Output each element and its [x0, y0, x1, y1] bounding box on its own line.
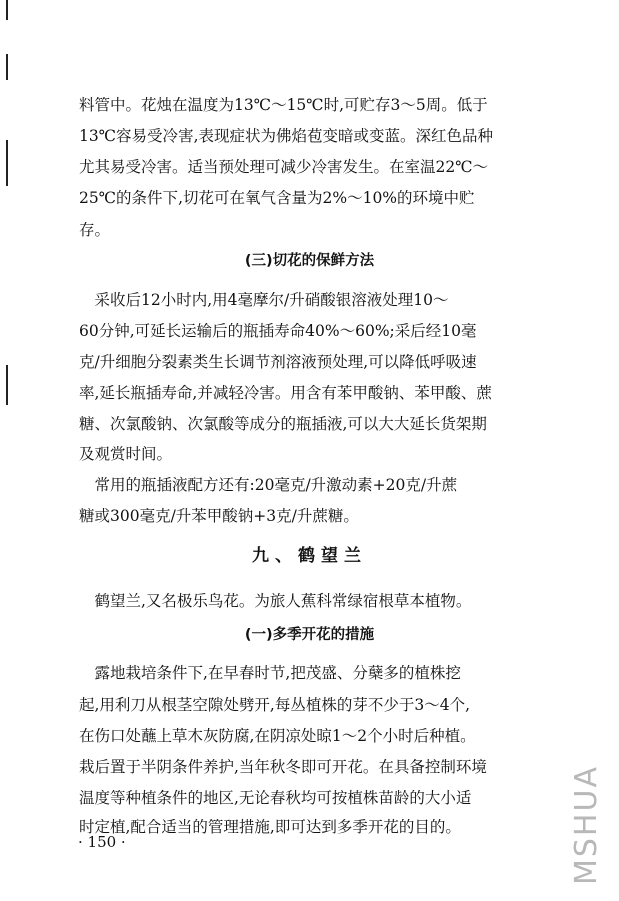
scan-edge-mark [6, 54, 8, 80]
body-text-line: 时定植,配合适当的管理措施,即可达到多季开花的目的。 [79, 818, 461, 836]
scan-edge-mark [6, 0, 8, 20]
section-title: 九、鹤望兰 [252, 546, 367, 566]
body-text-line: 露地栽培条件下,在早春时节,把茂盛、分蘖多的植株挖 [79, 664, 461, 682]
body-text-line: 糖、次氯酸钠、次氯酸等成分的瓶插液,可以大大延长货架期 [79, 415, 487, 433]
body-text-line: 存。 [79, 221, 111, 239]
body-text-line: 尤其易受冷害。适当预处理可减少冷害发生。在室温22℃～ [79, 158, 489, 176]
body-text-line: 13℃容易受冷害,表现症状为佛焰苞变暗或变蓝。深红色品种 [79, 127, 493, 145]
body-text-line: 料管中。花烛在温度为13℃～15℃时,可贮存3～5周。低于 [79, 96, 488, 114]
body-text-line: 温度等种植条件的地区,无论春秋均可按植株苗龄的大小适 [79, 789, 472, 807]
page-number: · 150 · [78, 833, 126, 851]
watermark: MSHUA [569, 765, 604, 885]
scan-edge-mark [6, 140, 8, 186]
body-text-line: 25℃的条件下,切花可在氧气含量为2%～10%的环境中贮 [79, 189, 475, 207]
subsection-heading: (三)切花的保鲜方法 [244, 253, 375, 269]
body-text-line: 及观赏时间。 [79, 445, 173, 463]
body-text-line: 60分钟,可延长运输后的瓶插寿命40%～60%;采后经10毫 [79, 322, 477, 340]
body-text-line: 栽后置于半阴条件养护,当年秋冬即可开花。在具备控制环境 [79, 758, 487, 776]
body-text-line: 采收后12小时内,用4毫摩尔/升硝酸银溶液处理10～ [79, 291, 449, 309]
body-text-line: 率,延长瓶插寿命,并减轻冷害。用含有苯甲酸钠、苯甲酸、蔗 [79, 384, 492, 402]
body-text-line: 起,用利刀从根茎空隙处劈开,每丛植株的芽不少于3～4个, [79, 696, 471, 714]
body-text-line: 克/升细胞分裂素类生长调节剂溶液预处理,可以降低呼吸速 [79, 353, 477, 371]
body-text-line: 鹤望兰,又名极乐鸟花。为旅人蕉科常绿宿根草本植物。 [79, 592, 472, 610]
subsection-heading: (一)多季开花的措施 [244, 627, 375, 643]
body-text-line: 在伤口处蘸上草木灰防腐,在阴凉处晾1～2个小时后种植。 [79, 727, 476, 745]
scan-edge-mark [6, 365, 8, 405]
body-text-line: 常用的瓶插液配方还有:20毫克/升激动素+20克/升蔗 [79, 476, 458, 494]
body-text-line: 糖或300毫克/升苯甲酸钠+3克/升蔗糖。 [79, 507, 359, 525]
